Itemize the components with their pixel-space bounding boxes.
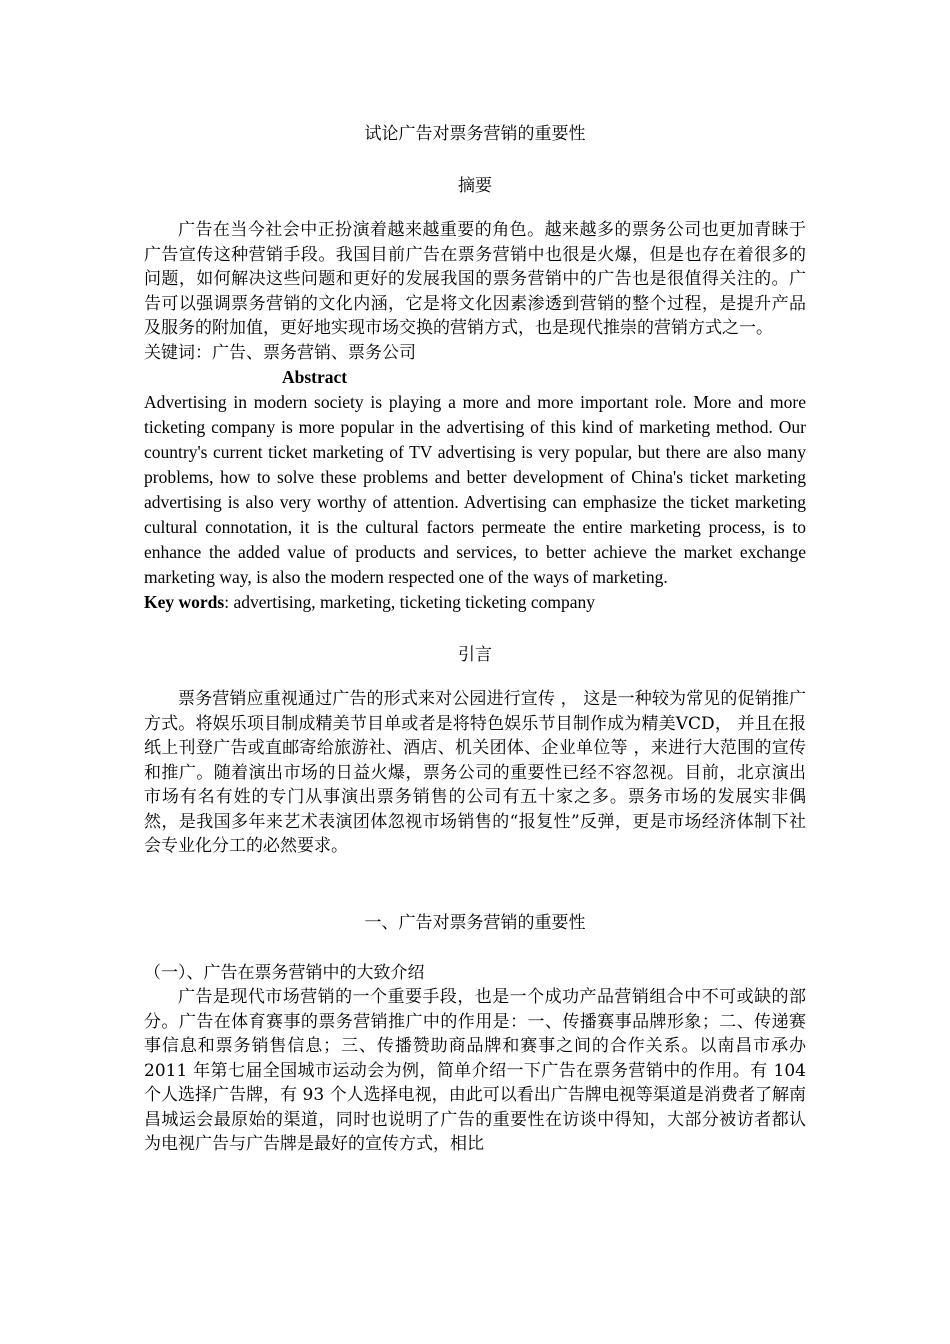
abstract-heading: 摘要 <box>458 176 492 196</box>
paper-title: 试论广告对票务营销的重要性 <box>364 124 586 144</box>
subsection-1-text: 广告是现代市场营销的一个重要手段，也是一个成功产品营销组合中不可或缺的部分。广告在体育赛事的票务营销推广中的作用是：一、传播赛事品牌形象；二、传递赛事信息和票务销售信息；三、传播赞助商品牌和赛事之间的合作关系。以南昌市承办 2011 年第七届全国城市运动会为例，简单介绍一下广告在票务营销中的作用。有 104 个人选择广告牌，有 93 个人选择电视，由此可以看出广告牌电视等渠道是消费者了解南昌城运会最原始的渠道，同时也说明了广告的重要性在访谈中得知，大部分被访者都认为电视广告与广告牌是最好的宣传方式，相比 <box>144 987 806 1154</box>
introduction-heading: 引言 <box>458 645 492 665</box>
subsection-1-heading: （一）、广告在票务营销中的大致介绍 <box>144 962 425 983</box>
keywords-english-value: : advertising, marketing, ticketing ticketing company <box>224 592 596 612</box>
keywords-english <box>144 590 806 615</box>
introduction-text: 票务营销应重视通过广告的形式来对公园进行宣传 ， 这是一种较为常见的促销推广方式。将娱乐项目制成精美节目单或者是将特色娱乐节目制作成为精美VCD， 并且在报纸上刊登广告或直邮寄给旅游社、酒店、机关团体、企业单位等 ，来进行大范围的宣传和推广。随着演出市场的日益火爆，票务公司的重要性已经不容忽视。目前，北京演出市场有名有姓的专门从事演出票务销售的公司有五十家之多。票务市场的发展实非偶然，是我国多年来艺术表演团体忽视市场销售的“报复性”反弹，更是市场经济体制下社会专业化分工的必然要求。 <box>144 689 806 856</box>
abstract-english: Advertising in modern society is playing a more and more important role. More and more ticketing company is more popular in the advertising of this kind of marketing method. Our country's current ticket marketing of TV advertising is very popular, but there are also many problems, how to solve these problems and better development of China's ticket marketing advertising is also very worthy of attention. Advertising can emphasize the ticket marketing cultural connotation, it is the cultural factors permeate the entire marketing process, is to enhance the added value of products and services, to better achieve the market exchange marketing way, is also the modern respected one of the ways of marketing. <box>144 392 806 587</box>
keywords-chinese: 关键词：广告、票务营销、票务公司 <box>144 342 416 363</box>
abstract-chinese: 广告在当今社会中正扮演着越来越重要的角色。越来越多的票务公司也更加青睐于广告宣传这种营销手段。我国目前广告在票务营销中也很是火爆，但是也存在着很多的问题，如何解决这些问题和更好的发展我国的票务营销中的广告也是很值得关注的。广告可以强调票务营销的文化内涵，它是将文化因素渗透到营销的整个过程，是提升产品及服务的附加值，更好地实现市场交换的营销方式，也是现代推崇的营销方式之一。 <box>144 220 806 338</box>
abstract-english-heading: Abstract <box>282 367 348 387</box>
section-1-heading: 一、广告对票务营销的重要性 <box>364 912 586 933</box>
keywords-english-label: Key words <box>144 592 225 612</box>
document-body <box>144 120 806 1157</box>
